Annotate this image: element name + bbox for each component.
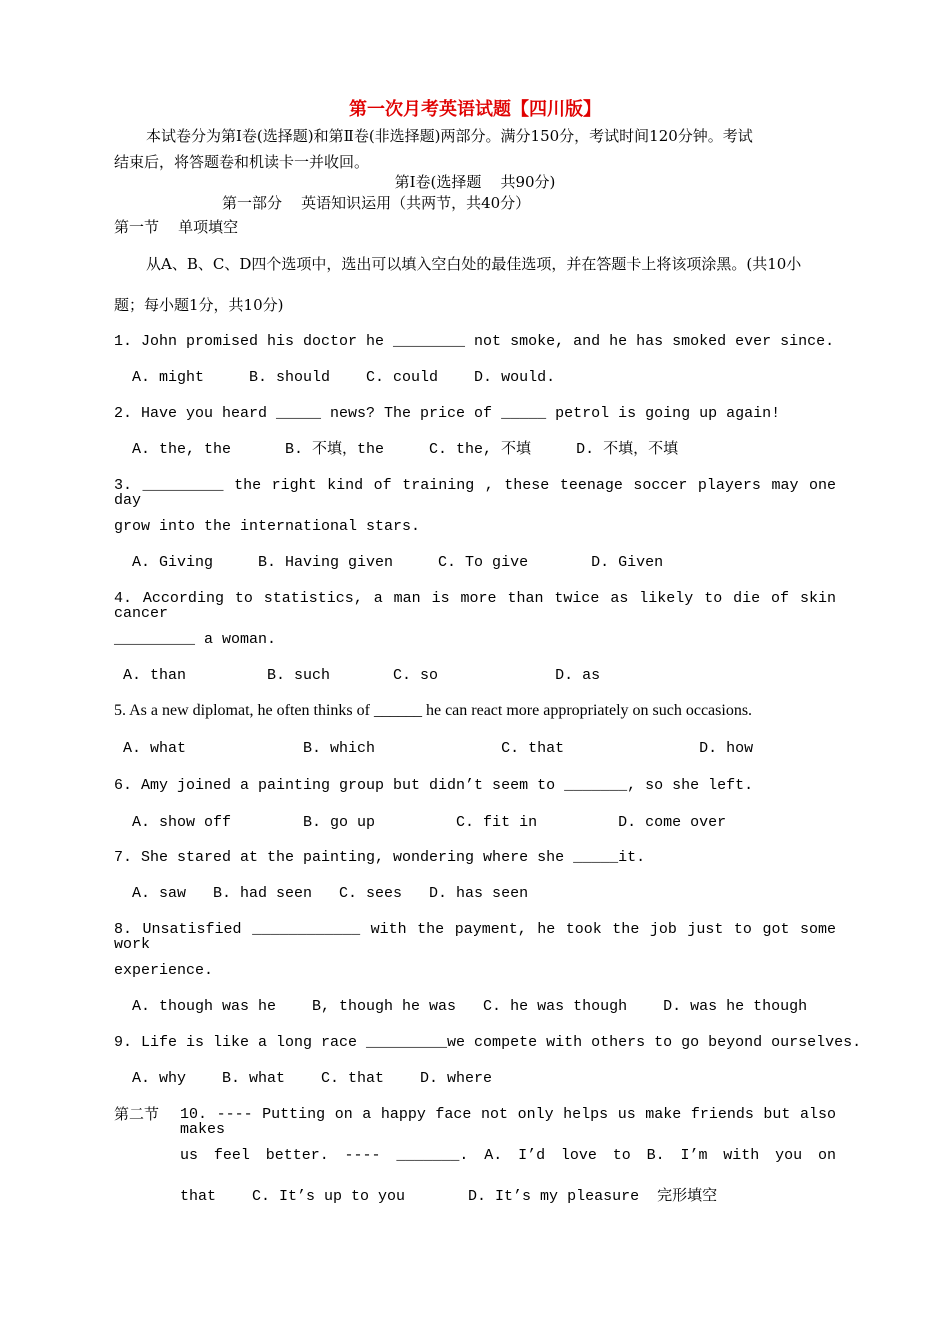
question-options: A. Giving B. Having given C. To give D. Given — [114, 554, 664, 571]
question-stem-continued: grow into the international stars. — [114, 518, 421, 535]
question-stem: 2. Have you heard _____ news? The price of _____ petrol is going up again! — [114, 405, 781, 422]
question-options: A. show off B. go up C. fit in D. come over — [114, 814, 727, 831]
instructions-line-2: 题；每小题1分，共10分) — [114, 296, 284, 314]
question-10-line-2: us feel better. ---- _______. A. I’d love to B. I’m with you on — [180, 1147, 836, 1164]
question-stem-continued: _________ a woman. — [114, 631, 277, 648]
question-options: A. though was he B, though he was C. he was though D. was he though — [114, 998, 808, 1015]
volume-heading: 第Ⅰ卷(选择题 共90分) — [394, 173, 556, 191]
question-10-line-3: that C. It’s up to you D. It’s my pleasure 完形填空 — [180, 1188, 718, 1205]
section-2-label: 第二节 — [114, 1105, 160, 1123]
intro-line-1: 本试卷分为第Ⅰ卷(选择题)和第Ⅱ卷(非选择题)两部分。满分150分，考试时间120分钟。考试 — [146, 127, 753, 145]
question-stem: 4. According to statistics, a man is more than twice as likely to die of skin cancer — [114, 590, 836, 622]
question-stem: 8. Unsatisfied ____________ with the payment, he took the job just to got some work — [114, 921, 836, 953]
question-options: A. might B. should C. could D. would. — [114, 369, 556, 386]
question-stem: 9. Life is like a long race _________we compete with others to go beyond ourselves. — [114, 1034, 862, 1051]
intro-line-2: 结束后，将答题卷和机读卡一并收回。 — [114, 153, 370, 171]
question-10-line-1: 10. ---- Putting on a happy face not only helps us make friends but also makes — [180, 1106, 836, 1138]
section-heading: 第一节 单项填空 — [114, 218, 239, 236]
instructions-line-1: 从A、B、C、D四个选项中，选出可以填入空白处的最佳选项，并在答题卡上将该项涂黑。(共10小 — [146, 255, 802, 273]
question-stem: 6. Amy joined a painting group but didn’t seem to _______, so she left. — [114, 777, 754, 794]
question-stem: 5. As a new diplomat, he often thinks of ______ he can react more appropriately on such occasions. — [114, 702, 753, 719]
question-options: A. what B. which C. that D. how — [114, 740, 754, 757]
part-heading: 第一部分 英语知识运用（共两节，共40分） — [222, 194, 531, 212]
question-options: A. the, the B. 不填，the C. the, 不填 D. 不填，不填 — [114, 441, 679, 458]
question-options: A. why B. what C. that D. where — [114, 1070, 493, 1087]
question-stem-continued: experience. — [114, 962, 214, 979]
question-options: A. saw B. had seen C. sees D. has seen — [114, 885, 529, 902]
question-stem: 1. John promised his doctor he ________ not smoke, and he has smoked ever since. — [114, 333, 835, 350]
question-stem: 7. She stared at the painting, wondering where she _____it. — [114, 849, 646, 866]
page-title: 第一次月考英语试题【四川版】 — [349, 99, 601, 120]
question-options: A. than B. such C. so D. as — [114, 667, 601, 684]
question-stem: 3. _________ the right kind of training , these teenage soccer players may one day — [114, 477, 836, 509]
